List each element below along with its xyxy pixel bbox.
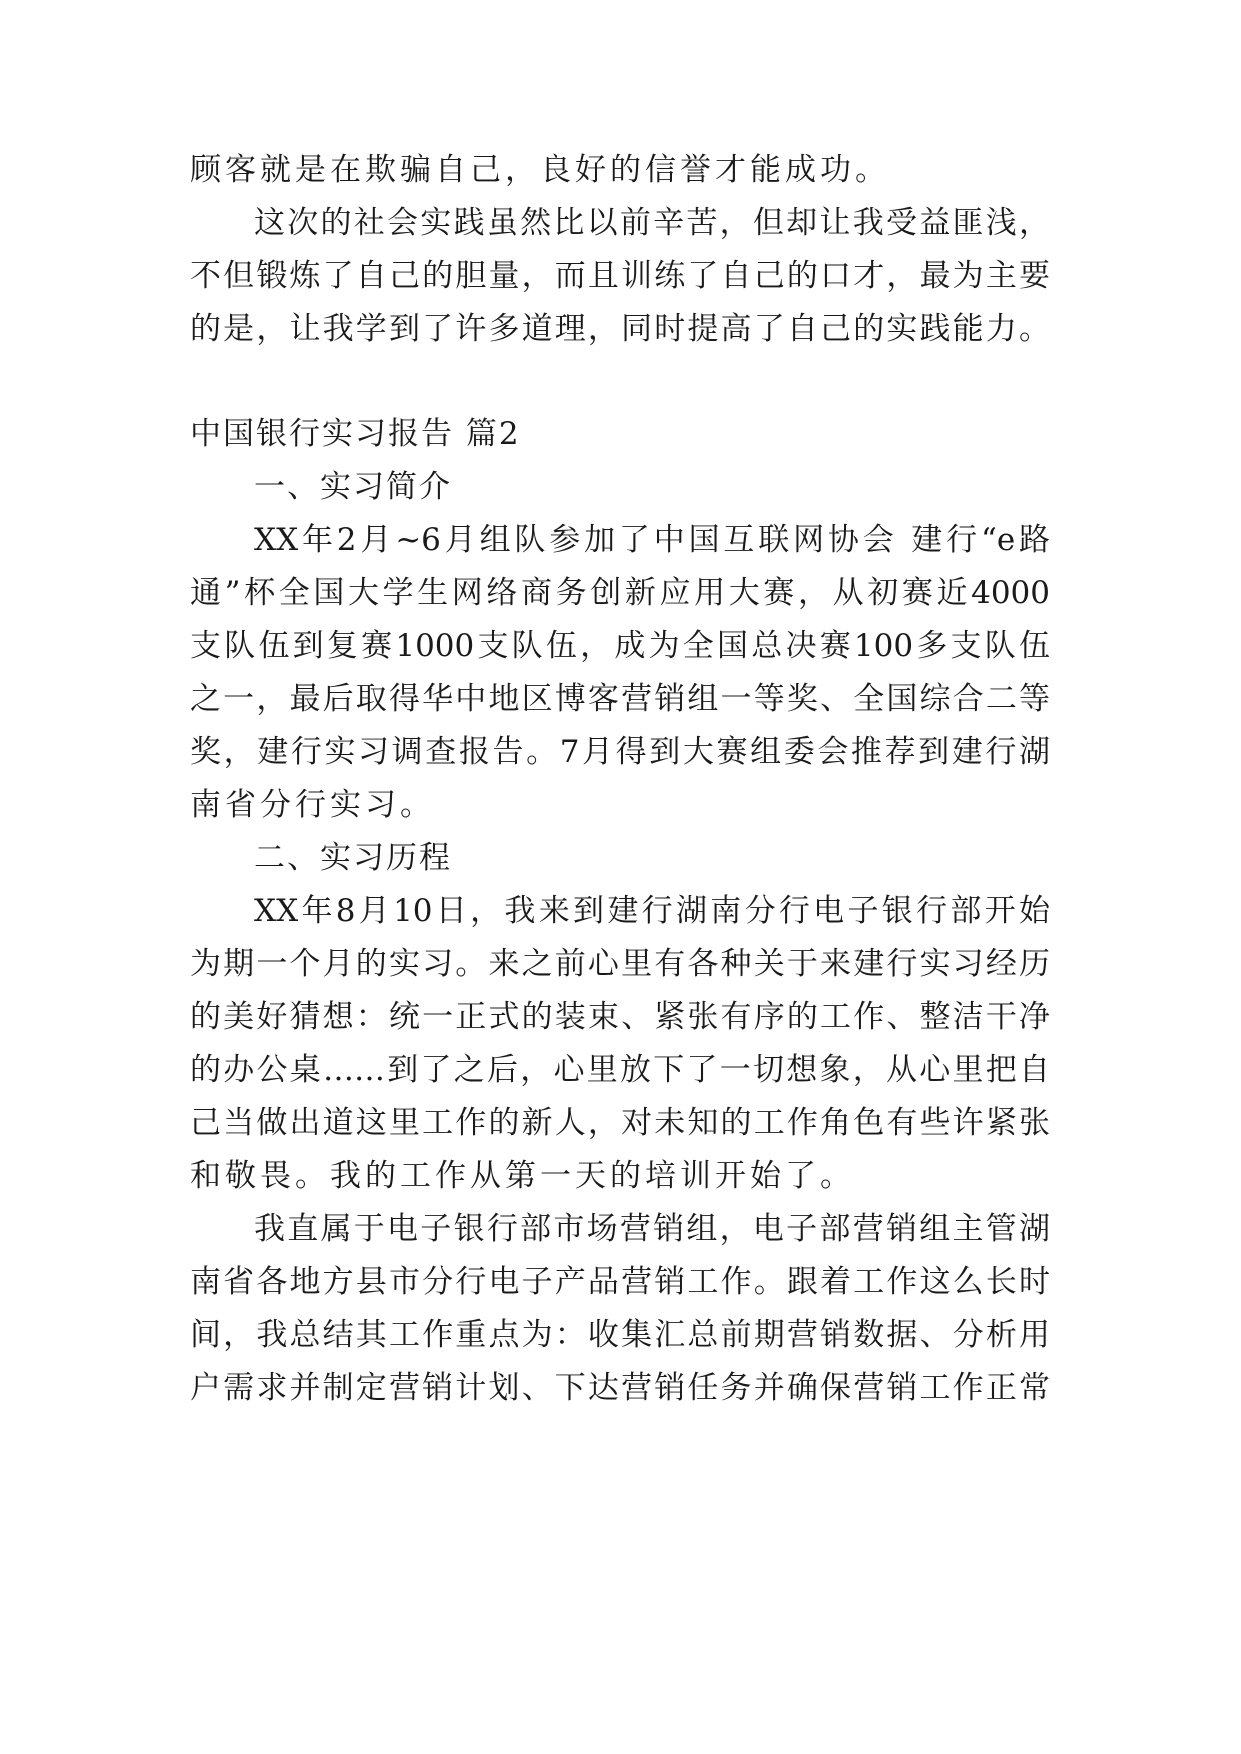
paragraph-first-line: 这次的社会实践虽然比以前辛苦，但却让我受益匪浅， xyxy=(254,205,1050,241)
text-line: 的美好猜想：统一正式的装束、紧张有序的工作、整洁干净 xyxy=(190,999,1050,1035)
text-line: 户需求并制定营销计划、下达营销任务并确保营销工作正常 xyxy=(190,1370,1050,1406)
subsection-heading: 一、实习简介 xyxy=(254,469,452,505)
paragraph-first-line: 我直属于电子银行部市场营销组，电子部营销组主管湖 xyxy=(254,1211,1050,1247)
section-title: 中国银行实习报告 篇2 xyxy=(190,416,521,452)
text-line: 顾客就是在欺骗自己，良好的信誉才能成功。 xyxy=(190,152,890,188)
text-line: 南省分行实习。 xyxy=(190,787,435,823)
text-line: 和敬畏。我的工作从第一天的培训开始了。 xyxy=(190,1158,855,1194)
paragraph-first-line: XX年8月10日，我来到建行湖南分行电子银行部开始 xyxy=(254,893,1050,929)
text-line: 奖，建行实习调查报告。7月得到大赛组委会推荐到建行湖 xyxy=(190,734,1050,770)
text-line: 的是，让我学到了许多道理，同时提高了自己的实践能力。 xyxy=(190,311,1050,347)
text-line: 间，我总结其工作重点为：收集汇总前期营销数据、分析用 xyxy=(190,1317,1050,1353)
text-line: 之一，最后取得华中地区博客营销组一等奖、全国综合二等 xyxy=(190,681,1050,717)
text-line: 通”杯全国大学生网络商务创新应用大赛，从初赛近4000 xyxy=(190,575,1050,611)
text-line: 南省各地方县市分行电子产品营销工作。跟着工作这么长时 xyxy=(190,1264,1050,1300)
text-line: 为期一个月的实习。来之前心里有各种关于来建行实习经历 xyxy=(190,946,1050,982)
text-line: 不但锻炼了自己的胆量，而且训练了自己的口才，最为主要 xyxy=(190,258,1050,294)
text-line: 的办公桌……到了之后，心里放下了一切想象，从心里把自 xyxy=(190,1052,1050,1088)
subsection-heading: 二、实习历程 xyxy=(254,840,452,876)
paragraph-first-line: XX年2月~6月组队参加了中国互联网协会 建行“e路 xyxy=(254,522,1050,558)
text-line: 己当做出道这里工作的新人，对未知的工作角色有些许紧张 xyxy=(190,1105,1050,1141)
text-line: 支队伍到复赛1000支队伍，成为全国总决赛100多支队伍 xyxy=(190,628,1050,664)
